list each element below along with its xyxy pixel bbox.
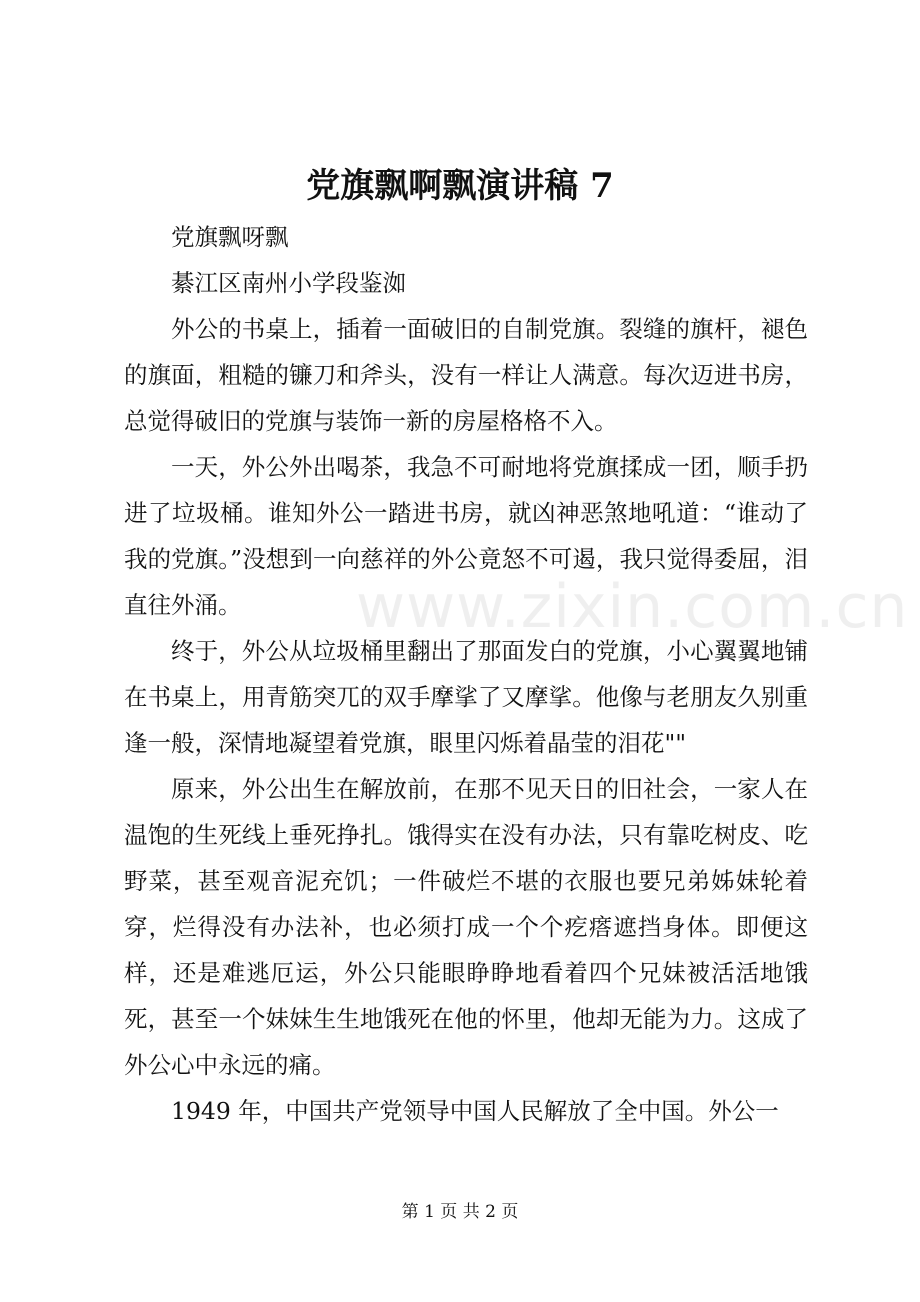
paragraph: 终于，外公从垃圾桶里翻出了那面发白的党旗，小心翼翼地铺在书桌上，用青筋突兀的双手摩挲了又摩挲。他像与老朋友久别重逢一般，深情地凝望着党旗，眼里闪烁着晶莹的泪花"" bbox=[124, 637, 808, 757]
watermark: www.zixin.com.cn bbox=[356, 572, 909, 642]
paragraph: 外公的书桌上，插着一面破旧的自制党旗。裂缝的旗杆，褪色的旗面，粗糙的镰刀和斧头，没有一样让人满意。每次迈进书房，总觉得破旧的党旗与装饰一新的房屋格格不入。 bbox=[124, 315, 808, 435]
page-footer: 第 1 页 共 2 页 bbox=[401, 1202, 519, 1222]
paragraph: 1949 年，中国共产党领导中国人民解放了全中国。外公一 bbox=[171, 1097, 779, 1125]
document-body bbox=[124, 214, 808, 1134]
paragraph-author: 綦江区南州小学段鉴洳 bbox=[171, 269, 406, 297]
paragraph-heading: 党旗飘呀飘 bbox=[171, 223, 289, 251]
document-title: 党旗飘啊飘演讲稿 7 bbox=[306, 166, 614, 206]
paragraph: 原来，外公出生在解放前，在那不见天日的旧社会，一家人在温饱的生死线上垂死挣扎。饿得实在没有办法，只有靠吃树皮、吃野菜，甚至观音泥充饥；一件破烂不堪的衣服也要兄弟姊妹轮着穿，烂得没有办法补，也必须打成一个个疙瘩遮挡身体。即便这样，还是难逃厄运，外公只能眼睁睁地看着四个兄妹被活活地饿死，甚至一个妹妹生生地饿死在他的怀里，他却无能为力。这成了外公心中永远的痛。 bbox=[124, 775, 808, 1079]
paragraph: 一天，外公外出喝茶，我急不可耐地将党旗揉成一团，顺手扔进了垃圾桶。谁知外公一踏进书房，就凶神恶煞地吼道：“谁动了我的党旗。”没想到一向慈祥的外公竟怒不可遏，我只觉得委屈，泪直往外涌。 bbox=[124, 453, 808, 619]
